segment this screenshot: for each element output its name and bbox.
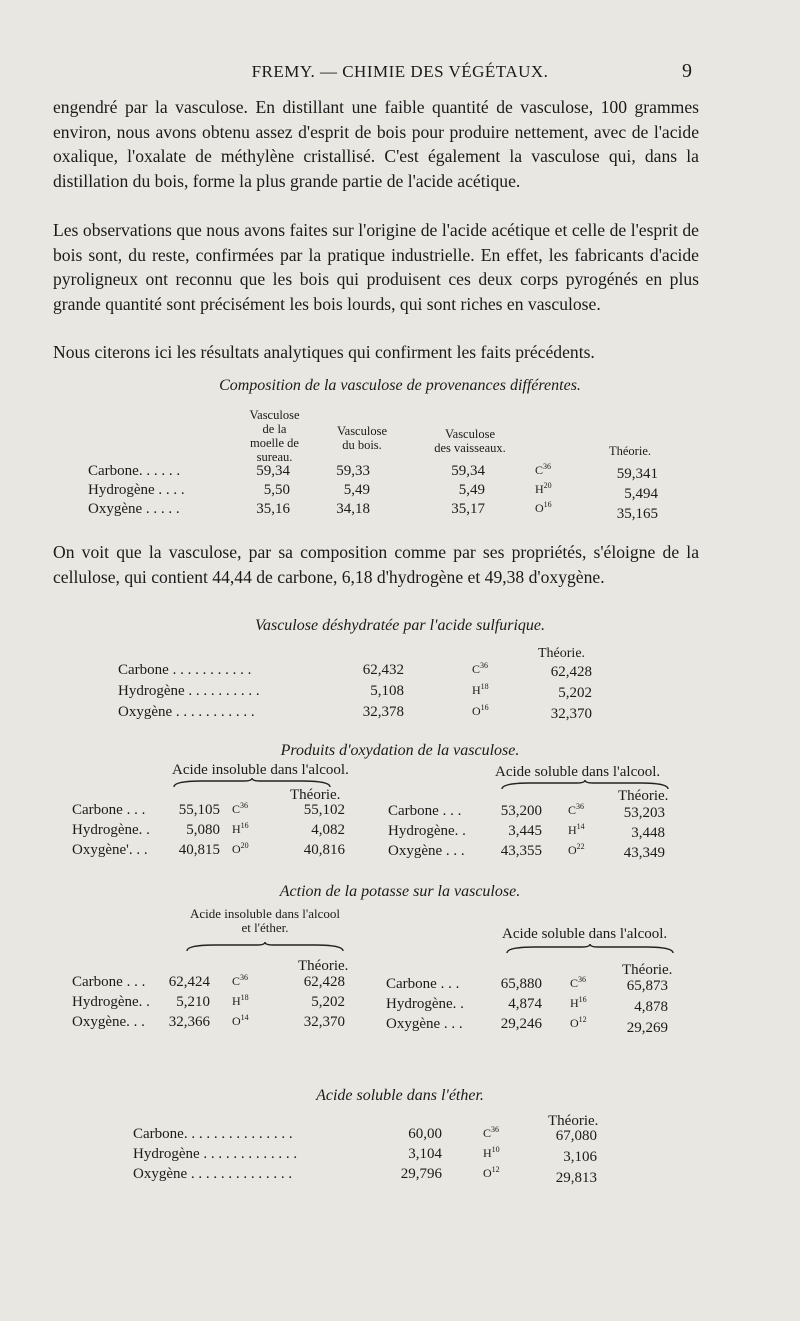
table1-col-header-1: Vasculose de la moelle de sureau. — [249, 408, 300, 464]
table3-left-head: Acide insoluble dans l'alcool. — [172, 762, 349, 778]
paragraph-2: Les observations que nous avons faites sur l'origine de l'acide acétique et celle de l'esprit de bois sont, du reste, confirmées par la pratique industrielle. En effet, les fabricants d'acide pyroligneux ont reconnu que les bois qui produisent ces deux corps pyrogénés en plus grande quantité sont précisément les bois lourds, qui sont riches en vasculose. — [53, 220, 699, 314]
table4-right-theory-label: Théorie. — [622, 962, 673, 978]
paragraph-1: engendré par la vasculose. En distillant une faible quantité de vasculose, 100 grammes environ, nous avons obtenu assez d'esprit de bois pour produire nettement, avec de l'acide oxalique, l'oxalate de méthylène cristallisé. C'est également la vasculose qui, dans la distillation du bois, forme la plus grande partie de l'acide acétique. — [53, 97, 699, 191]
paragraph-4: On voit que la vasculose, par sa composition comme par ses propriétés, s'éloigne de la cellulose, qui contient 44,44 de carbone, 6,18 d'hydrogène et 49,38 d'oxygène. — [53, 542, 699, 587]
table3-right-theory-label: Théorie. — [618, 788, 669, 804]
page-number: 9 — [682, 60, 692, 82]
table2-caption: Vasculose déshydratée par l'acide sulfurique. — [254, 617, 546, 634]
running-title: FREMY. — CHIMIE DES VÉGÉTAUX. — [251, 62, 549, 81]
book-page: FREMY. — CHIMIE DES VÉGÉTAUX. 9 engendré par la vasculose. En distillant une faible quantité de vasculose, 100 grammes environ, nous avons obtenu assez d'esprit de bois pour produire nettement, avec de l'acide oxalique, l'oxalate de méthylène cristallisé. C'est également la vasculose qui, dans la distillation du bois, forme la plus grande partie de l'acide acétique. Les observations que nous avons faites sur l'origine de l'acide acétique et celle de l'esprit de bois sont, du reste, confirmées par la pratique industrielle. En effet, les fabricants d'acide pyroligneux ont reconnu que les bois qui produisent ces deux corps pyrogénés en plus grande quantité sont précisément les bois lourds, qui sont riches en vasculose. Nous citerons ici les résultats analytiques qui confirment les faits précédents. Composition de la vasculose de provenances différentes. Vasculose de la moelle de sureau. Vasculose du bois. Vasculose des vaisseaux. Théorie. Carbone. . . . . . 59,34 59,33 59,34 $C^{36}$ 59,341 Hydrogène . . . . 5,50 5,49 5,49 $H^{20}$ 5,494 Oxygène . . . . . 35,16 34,18 35,17 $O^{16}$ 35,165 On voit que la vasculose, par sa composition comme par ses propriétés, s'éloigne de la cellulose, qui contient 44,44 de carbone, 6,18 d'hydrogène et 49,38 d'oxygène. Vasculose déshydratée par l'acide sulfurique. Théorie. Carbone . . . . . . . . . . . 62,432 $C^{36}$ 62,428 Hydrogène . . . . . . . . . . 5,108 $H^{18}$ 5,202 Oxygène . . . . . . . . . . . 32,378 $O^{16}$ 32,370 Produits d'oxydation de la vasculose. Acide insoluble dans l'alcool. Acide soluble dans l'alcool. Théorie. Théorie. Carbone . . . 55,105 $C^{36}$ 55,102 Hydrogène. . 5,080 $H^{16}$ 4,082 Oxygène'. . . 40,815 $O^{20}$ 40,816 Carbone . . . 53,200 $C^{36}$ 53,203 Hydrogène. . 3,445 $H^{14}$ 3,448 Oxygène . . . 43,355 $O^{22}$ 43,349 Action de la potasse sur la vasculose. Acide insoluble dans l'alcool et l'éther. Acide soluble dans l'alcool. Théorie. Théorie. Carbone . . . 62,424 $C^{36}$ 62,428 Hydrogène. . 5,210 $H^{18}$ 5,202 Oxygène. . . 32,366 $O^{14}$ 32,370 Carbone . . . 65,880 $C^{36}$ 65,873 Hydrogène. . 4,874 $H^{16}$ 4,878 Oxygène . . . 29,246 $O^{12}$ 29,269 Acide soluble dans l'éther. Théorie. Carbone. . . . . . . . . . . . . . . 60,00 $C^{36}$ 67,080 Hydrogène . . . . . . . . . . . . . 3,104 $H^{10}$ 3,106 Oxygène . . . . . . . . . . . . . . 29,796 $O^{12}$ 29,813 — [0, 0, 800, 1321]
table3-right-head: Acide soluble dans l'alcool. — [495, 764, 661, 780]
table1-caption: Composition de la vasculose de provenances différentes. — [219, 377, 581, 394]
table3-caption: Produits d'oxydation de la vasculose. — [280, 742, 520, 759]
page-header — [0, 62, 800, 86]
paragraph-3: Nous citerons ici les résultats analytiques qui confirment les faits précédents. — [53, 342, 595, 362]
table1-col-header-theory: Théorie. — [609, 444, 651, 458]
table1-col-header-3: Vasculose des vaisseaux. — [434, 427, 506, 455]
table1-col-header-2: Vasculose du bois. — [337, 424, 387, 452]
table4-right-brace — [505, 944, 675, 954]
table4-caption: Action de la potasse sur la vasculose. — [279, 883, 521, 900]
table5-caption: Acide soluble dans l'éther. — [316, 1087, 484, 1104]
table4-left-head: Acide insoluble dans l'alcool et l'éther. — [189, 906, 340, 935]
table4-left-brace — [185, 942, 345, 952]
table3-left-theory-label: Théorie. — [290, 787, 341, 803]
table2-theory-label: Théorie. — [538, 646, 586, 661]
table4-left-theory-label: Théorie. — [298, 958, 349, 974]
table5-theory-label: Théorie. — [548, 1113, 599, 1129]
table4-right-head: Acide soluble dans l'alcool. — [502, 926, 668, 942]
